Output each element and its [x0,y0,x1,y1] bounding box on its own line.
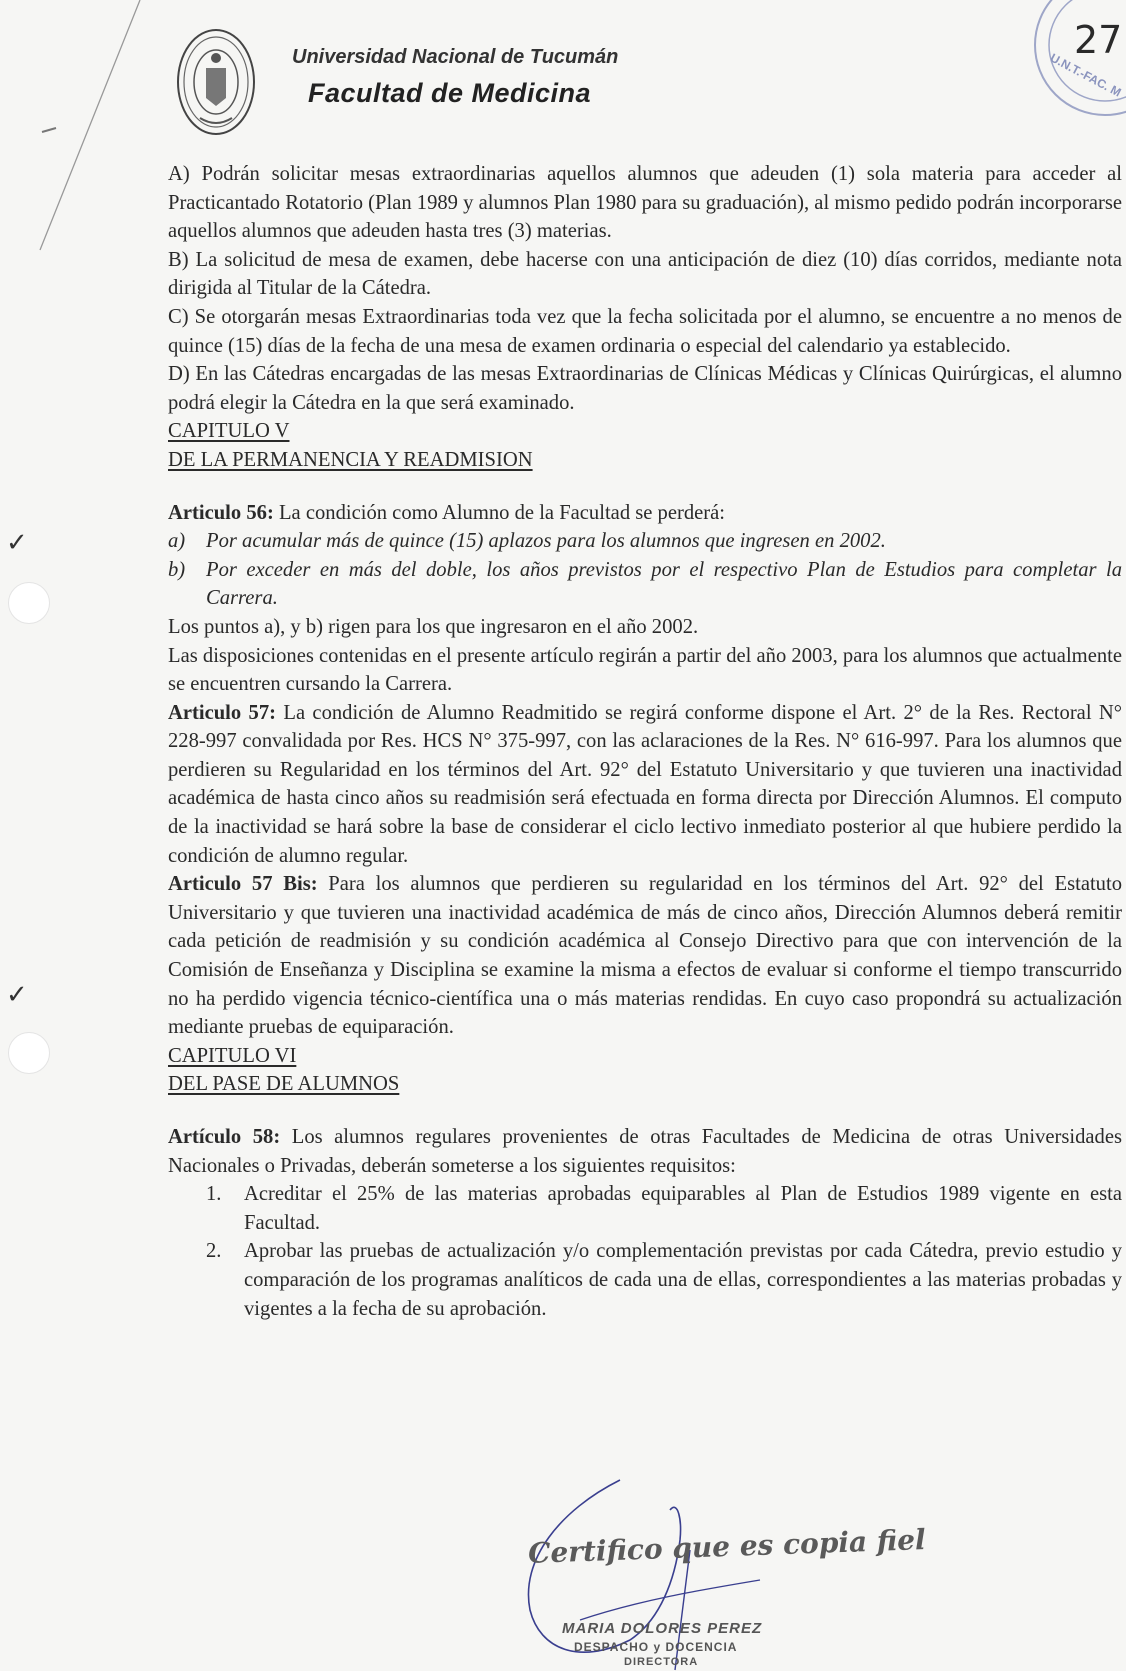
article-56-item-b [168,556,1122,613]
signatory-department: DESPACHO y DOCENCIA [574,1640,738,1654]
paragraph-d: D) En las Cátedras encargadas de las mesas Extraordinarias de Clínicas Médicas y Clínicas Quirúrgicas, el alumno podrá elegir la Cátedra en la que será examinado. [168,363,1122,414]
binder-hole [8,1032,50,1074]
paragraph-a: A) Podrán solicitar mesas extraordinarias aquellos alumnos que adeuden (1) sola materia para acceder al Practicantado Rotatorio (Plan 1989 y alumnos Plan 1980 para su graduación), al mismo pedido podrán incorporarse aquellos alumnos que adeuden hasta tres (3) materias. [168,163,1122,243]
list-text: Acreditar el 25% de las materias aprobadas equiparables al Plan de Estudios 1989 vigente en esta Facultad. [244,1183,1122,1234]
article-58-text: Los alumnos regulares provenientes de otras Facultades de Medicina de otras Universidades Nacionales o Privadas, deberán someterse a los siguientes requisitos: [168,1126,1122,1177]
article-57-text: La condición de Alumno Readmitido se regirá conforme dispone el Art. 2° de la Res. Rectoral N° 228-997 convalidada por Res. HCS N° 375-997, con las aclaraciones de la Res. N° 616-997. Para los alumnos que perdieren su Regularidad en los términos del Art. 92° del Estatuto Universitario y que tuvieren una inactividad académica de hasta cinco años su readmisión será efectuada en forma directa por Dirección Alumnos. El computo de la inactividad se hará sobre la base de considerar el ciclo lectivo inmediato posterior al que hubiere perdido la condición de alumno regular. [168,701,1122,867]
article-58-item-1 [168,1180,1122,1237]
chapter-v-title [168,417,1122,446]
stamp-text: U.N.T.-FAC. M [1047,50,1124,100]
article-57-bis-text: Para los alumnos que perdieren su regularidad en los términos del Art. 92° del Estatuto Universitario y que tuvieren una inactividad académica de más de cinco años, Dirección Alumnos deberá remitir cada petición de readmisión y su condición académica al Consejo Directivo para que con intervención de la Comisión de Enseñanza y Disciplina se examine la misma a efectos de evaluar si conforme el tiempo transcurrido no ha perdido vigencia técnico-científica una o más materias rendidas. En cuyo caso propondrá su actualización mediante pruebas de equiparación. [168,873,1122,1039]
list-marker: 2. [206,1240,222,1263]
chapter-v-subtitle [168,446,1122,475]
article-57-bis-label: Articulo 57 Bis: [168,873,318,896]
article-58-item-2 [168,1237,1122,1323]
chapter-vi-subtitle-text: DEL PASE DE ALUMNOS [168,1073,400,1096]
university-seal-icon [176,28,256,136]
chapter-v-subtitle-text: DE LA PERMANENCIA Y READMISION [168,448,533,471]
article-56-item-a [168,527,1122,556]
article-57-label: Articulo 57: [168,701,277,724]
signatory-name: MARIA DOLORES PEREZ [562,1620,763,1637]
chapter-vi-title-text: CAPITULO VI [168,1044,297,1067]
certification-text: Certifico que es copia fiel [527,1523,927,1570]
list-text: Por exceder en más del doble, los años previstos por el respectivo Plan de Estudios para completar la Carrera. [206,558,1122,610]
signatory-role: DIRECTORA [624,1656,699,1668]
article-56-note-2: Las disposiciones contenidas en el presente artículo regirán a partir del año 2003, para los alumnos que actualmente se encuentren cursando la Carrera. [168,644,1122,696]
chapter-vi-subtitle [168,1070,1122,1099]
university-name: Universidad Nacional de Tucumán [292,46,619,68]
faculty-name: Facultad de Medicina [308,78,592,108]
article-56-label: Articulo 56: [168,501,274,524]
list-marker: a) [168,530,186,553]
page-number: 27 [1074,18,1123,62]
article-56-text: La condición como Alumno de la Facultad se perderá: [273,501,726,524]
list-marker: b) [168,558,186,581]
list-text: Por acumular más de quince (15) aplazos para los alumnos que ingresen en 2002. [206,530,886,553]
article-58 [168,1123,1122,1180]
list-text: Aprobar las pruebas de actualización y/o complementación previstas por cada Cátedra, previo estudio y comparación de los programas analíticos de cada una de ellas, correspondientes a las materias probadas y vigentes a la fecha de su aprobación. [244,1240,1122,1320]
document-body [168,160,1122,1323]
article-58-label: Artículo 58: [168,1126,281,1148]
article-56-note-1: Los puntos a), y b) rigen para los que ingresaron en el año 2002. [168,615,699,638]
paragraph-c: C) Se otorgarán mesas Extraordinarias toda vez que la fecha solicitada por el alumno, se encuentre a no menos de quince (15) días de la fecha de una mesa de examen ordinaria o especial del calendario ya establecido. [168,305,1122,357]
scan-edge-line [0,0,160,260]
chapter-v-title-text: CAPITULO V [168,420,290,443]
paragraph-b: B) La solicitud de mesa de examen, debe hacerse con una anticipación de diez (10) días corridos, mediante nota dirigida al Titular de la Cátedra. [168,248,1122,300]
check-mark-icon: ✓ [6,980,28,1009]
chapter-vi-title [168,1042,1122,1071]
article-57 [168,699,1122,871]
list-marker: 1. [206,1183,222,1206]
binder-hole [8,582,50,624]
check-mark-icon: ✓ [6,528,28,557]
article-56 [168,499,1122,528]
article-57-bis [168,870,1122,1042]
